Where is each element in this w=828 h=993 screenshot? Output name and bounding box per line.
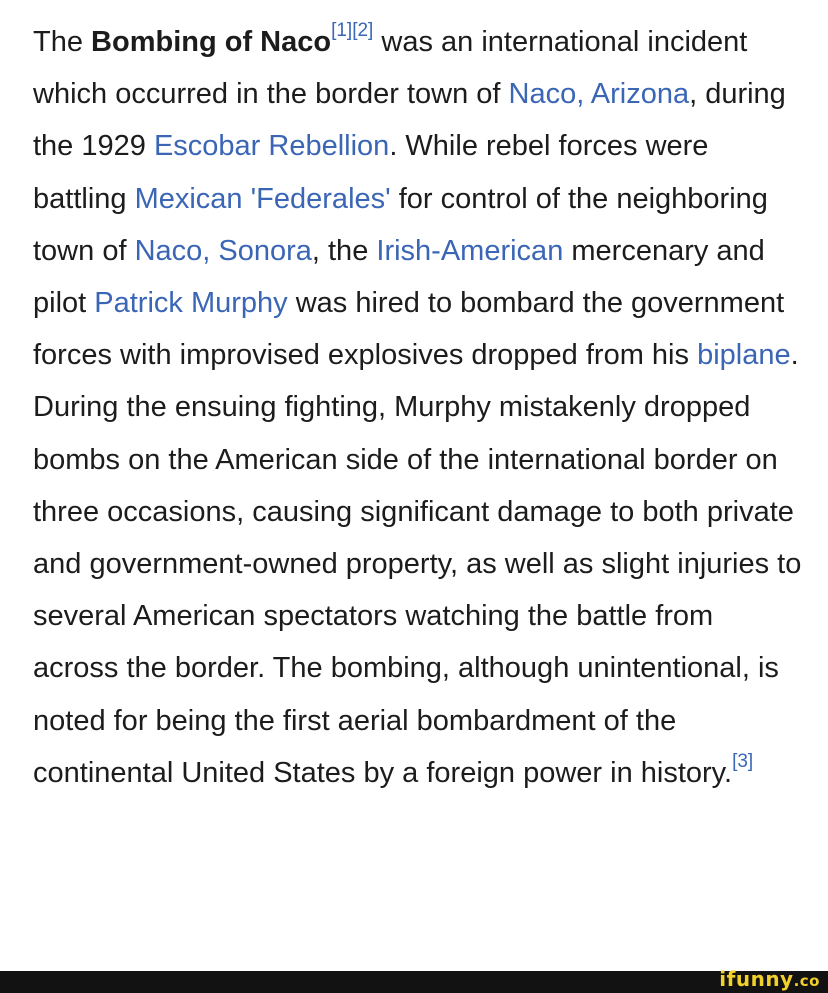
link-biplane[interactable]: biplane	[697, 339, 791, 372]
reference-link-1[interactable]: [1]	[331, 20, 353, 42]
body-text: . While rebel forces were battling	[33, 130, 709, 215]
link-mexican[interactable]: Mexican	[134, 182, 243, 215]
reference-1	[331, 20, 352, 41]
body-text: . During the ensuing fighting, Murphy mistakenly dropped bombs on the American side of the international border on three occasions, causing significant damage to both private and government-owned property, as well as slight injuries to several American spectators watching the battle from across the border. The bombing, although unintentional, is noted for being the first aerial bombardment of the continental United States by a foreign power in history.	[33, 339, 802, 789]
reference-2	[352, 20, 373, 41]
body-text: was an international incident which occurred in the border town of	[33, 26, 748, 111]
body-text	[243, 183, 251, 215]
article-title-bold: Bombing of Naco	[91, 26, 332, 58]
body-text: mercenary and pilot	[33, 234, 765, 320]
link-escobar-rebellion[interactable]: Escobar Rebellion	[153, 130, 390, 163]
reference-link-2[interactable]: [2]	[352, 20, 374, 42]
body-text: was hired to bombard the government forces with improvised explosives dropped from his	[33, 287, 785, 372]
intro-text: The	[33, 26, 92, 58]
body-text: for control of the neighboring town of	[33, 182, 768, 267]
article-paragraph	[33, 16, 803, 799]
link-naco-sonora[interactable]: Naco, Sonora	[134, 234, 312, 267]
watermark-suffix: .co	[793, 972, 820, 990]
ifunny-watermark	[719, 967, 820, 993]
link-irish-american[interactable]: Irish-American	[376, 234, 564, 267]
link-naco-arizona[interactable]: Naco, Arizona	[508, 78, 690, 111]
reference-3	[732, 751, 753, 772]
footer-bar	[0, 967, 828, 993]
body-text: , the	[311, 234, 377, 267]
body-text: , during the 1929	[33, 78, 786, 163]
watermark-text: ifunny	[719, 967, 794, 991]
reference-link-3[interactable]: [3]	[732, 751, 754, 773]
link-patrick-murphy[interactable]: Patrick Murphy	[94, 287, 288, 320]
link-federales[interactable]: 'Federales'	[250, 182, 391, 215]
